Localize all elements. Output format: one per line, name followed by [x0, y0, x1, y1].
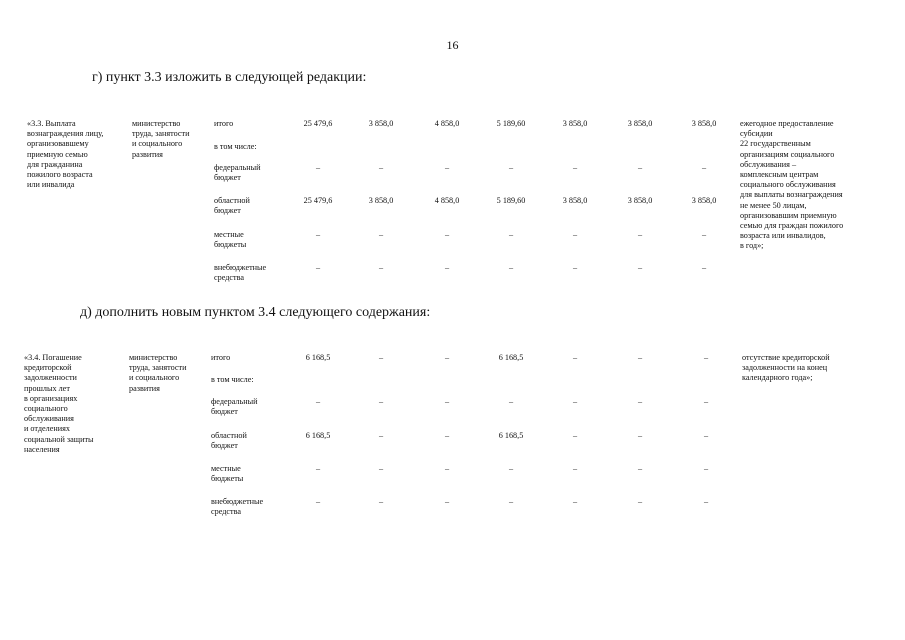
section_g-row-value: 25 479,6: [303, 196, 333, 205]
section_g-row-value: 3 858,0: [368, 196, 394, 205]
section_g-row-value: 25 479,6: [303, 119, 333, 128]
section_d-row-value: 6 168,5: [305, 431, 331, 440]
section_d-row-value: –: [444, 397, 450, 406]
section-g-result: ежегодное предоставление субсидии 22 государственным организациям социального обслуживания – комплексным центрам социального обслуживания для выплаты вознаграждения не менее 50 лицам, организовавшим приемную семью для граждан пожилого возраста или инвалидов, в год»;: [740, 119, 844, 251]
section_d-row-value: –: [444, 497, 450, 506]
section_d-row-value: –: [444, 353, 450, 362]
section_g-row-value: –: [378, 263, 384, 272]
section_d-row-value: –: [572, 464, 578, 473]
section_g-row-label: итого: [214, 119, 234, 128]
section-g-heading: г) пункт 3.3 изложить в следующей редакции:: [92, 70, 367, 85]
section_g-row-value: –: [701, 263, 707, 272]
section_d-row-value: 6 168,5: [498, 353, 524, 362]
section_g-row-value: 4 858,0: [434, 119, 460, 128]
section_g-row-value: –: [508, 230, 514, 239]
section_g-row-value: 3 858,0: [562, 119, 588, 128]
section_g-row-value: –: [701, 230, 707, 239]
section_d-row-label: в том числе:: [211, 375, 254, 384]
section_d-row-value: –: [703, 397, 709, 406]
section_d-row-value: –: [508, 497, 514, 506]
section_g-row-value: –: [444, 163, 450, 172]
section_g-row-value: 5 189,60: [496, 119, 526, 128]
section_d-row-value: 6 168,5: [305, 353, 331, 362]
section_g-row-value: 3 858,0: [627, 119, 653, 128]
section-d-item-name: «3.4. Погашение кредиторской задолженности прошлых лет в организациях социального обслуживания и отделениях социальной защиты населения: [24, 353, 94, 454]
section_d-row-value: –: [637, 497, 643, 506]
section_d-row-value: –: [444, 464, 450, 473]
section_d-row-value: –: [572, 497, 578, 506]
section_g-row-value: –: [701, 163, 707, 172]
section_g-row-label: в том числе:: [214, 142, 257, 151]
section_d-row-value: –: [572, 397, 578, 406]
section_d-row-value: –: [637, 431, 643, 440]
section_d-row-label: федеральный бюджет: [211, 397, 258, 417]
section_d-row-value: –: [703, 497, 709, 506]
section_d-row-value: –: [315, 397, 321, 406]
section_d-row-value: –: [508, 397, 514, 406]
section_d-row-label: областной бюджет: [211, 431, 247, 451]
section_g-row-value: 4 858,0: [434, 196, 460, 205]
section_g-row-value: –: [637, 263, 643, 272]
section-d-heading: д) дополнить новым пунктом 3.4 следующего содержания:: [80, 305, 431, 320]
section_d-row-value: –: [315, 497, 321, 506]
section_g-row-label: внебюджетные средства: [214, 263, 267, 283]
section_g-row-value: –: [378, 163, 384, 172]
section_g-row-value: –: [315, 163, 321, 172]
section_d-row-value: –: [703, 431, 709, 440]
section_g-row-value: –: [444, 230, 450, 239]
section_g-row-value: –: [637, 163, 643, 172]
section_g-row-value: –: [637, 230, 643, 239]
section_d-row-value: –: [378, 464, 384, 473]
page-number: 16: [446, 38, 459, 52]
section_g-row-value: 3 858,0: [562, 196, 588, 205]
section_d-row-label: внебюджетные средства: [211, 497, 264, 517]
section_g-row-value: 3 858,0: [627, 196, 653, 205]
section_g-row-value: –: [508, 263, 514, 272]
section-g-item-name: «3.3. Выплата вознаграждения лицу, организовавшему приемную семью для гражданина пожилого возраста или инвалида: [27, 119, 104, 190]
section_d-row-value: –: [378, 431, 384, 440]
section_g-row-value: 3 858,0: [691, 119, 717, 128]
section_g-row-value: 3 858,0: [691, 196, 717, 205]
section_d-row-value: –: [315, 464, 321, 473]
section_g-row-label: федеральный бюджет: [214, 163, 261, 183]
section_d-row-value: –: [637, 397, 643, 406]
section_d-row-value: –: [378, 353, 384, 362]
section_d-row-value: –: [703, 353, 709, 362]
section-d-result: отсутствие кредиторской задолженности на конец календарного года»;: [742, 353, 830, 383]
section_d-row-value: 6 168,5: [498, 431, 524, 440]
section_d-row-value: –: [637, 353, 643, 362]
section_d-row-label: итого: [211, 353, 231, 362]
section_g-row-value: –: [315, 230, 321, 239]
section_g-row-label: местные бюджеты: [214, 230, 247, 250]
section_d-row-value: –: [637, 464, 643, 473]
section_d-row-value: –: [378, 497, 384, 506]
section-d-executor: министерство труда, занятости и социального развития: [129, 353, 187, 393]
section_d-row-value: –: [508, 464, 514, 473]
section_g-row-value: 5 189,60: [496, 196, 526, 205]
section_d-row-value: –: [703, 464, 709, 473]
section-g-executor: министерство труда, занятости и социального развития: [132, 119, 190, 159]
section_g-row-value: –: [378, 230, 384, 239]
section_d-row-value: –: [572, 353, 578, 362]
section_d-row-value: –: [572, 431, 578, 440]
section_d-row-value: –: [444, 431, 450, 440]
section_g-row-value: –: [572, 163, 578, 172]
section_g-row-value: –: [508, 163, 514, 172]
section_g-row-value: –: [444, 263, 450, 272]
section_g-row-label: областной бюджет: [214, 196, 250, 216]
section_g-row-value: –: [572, 263, 578, 272]
section_g-row-value: –: [572, 230, 578, 239]
section_g-row-value: 3 858,0: [368, 119, 394, 128]
section_g-row-value: –: [315, 263, 321, 272]
section_d-row-label: местные бюджеты: [211, 464, 244, 484]
section_d-row-value: –: [378, 397, 384, 406]
